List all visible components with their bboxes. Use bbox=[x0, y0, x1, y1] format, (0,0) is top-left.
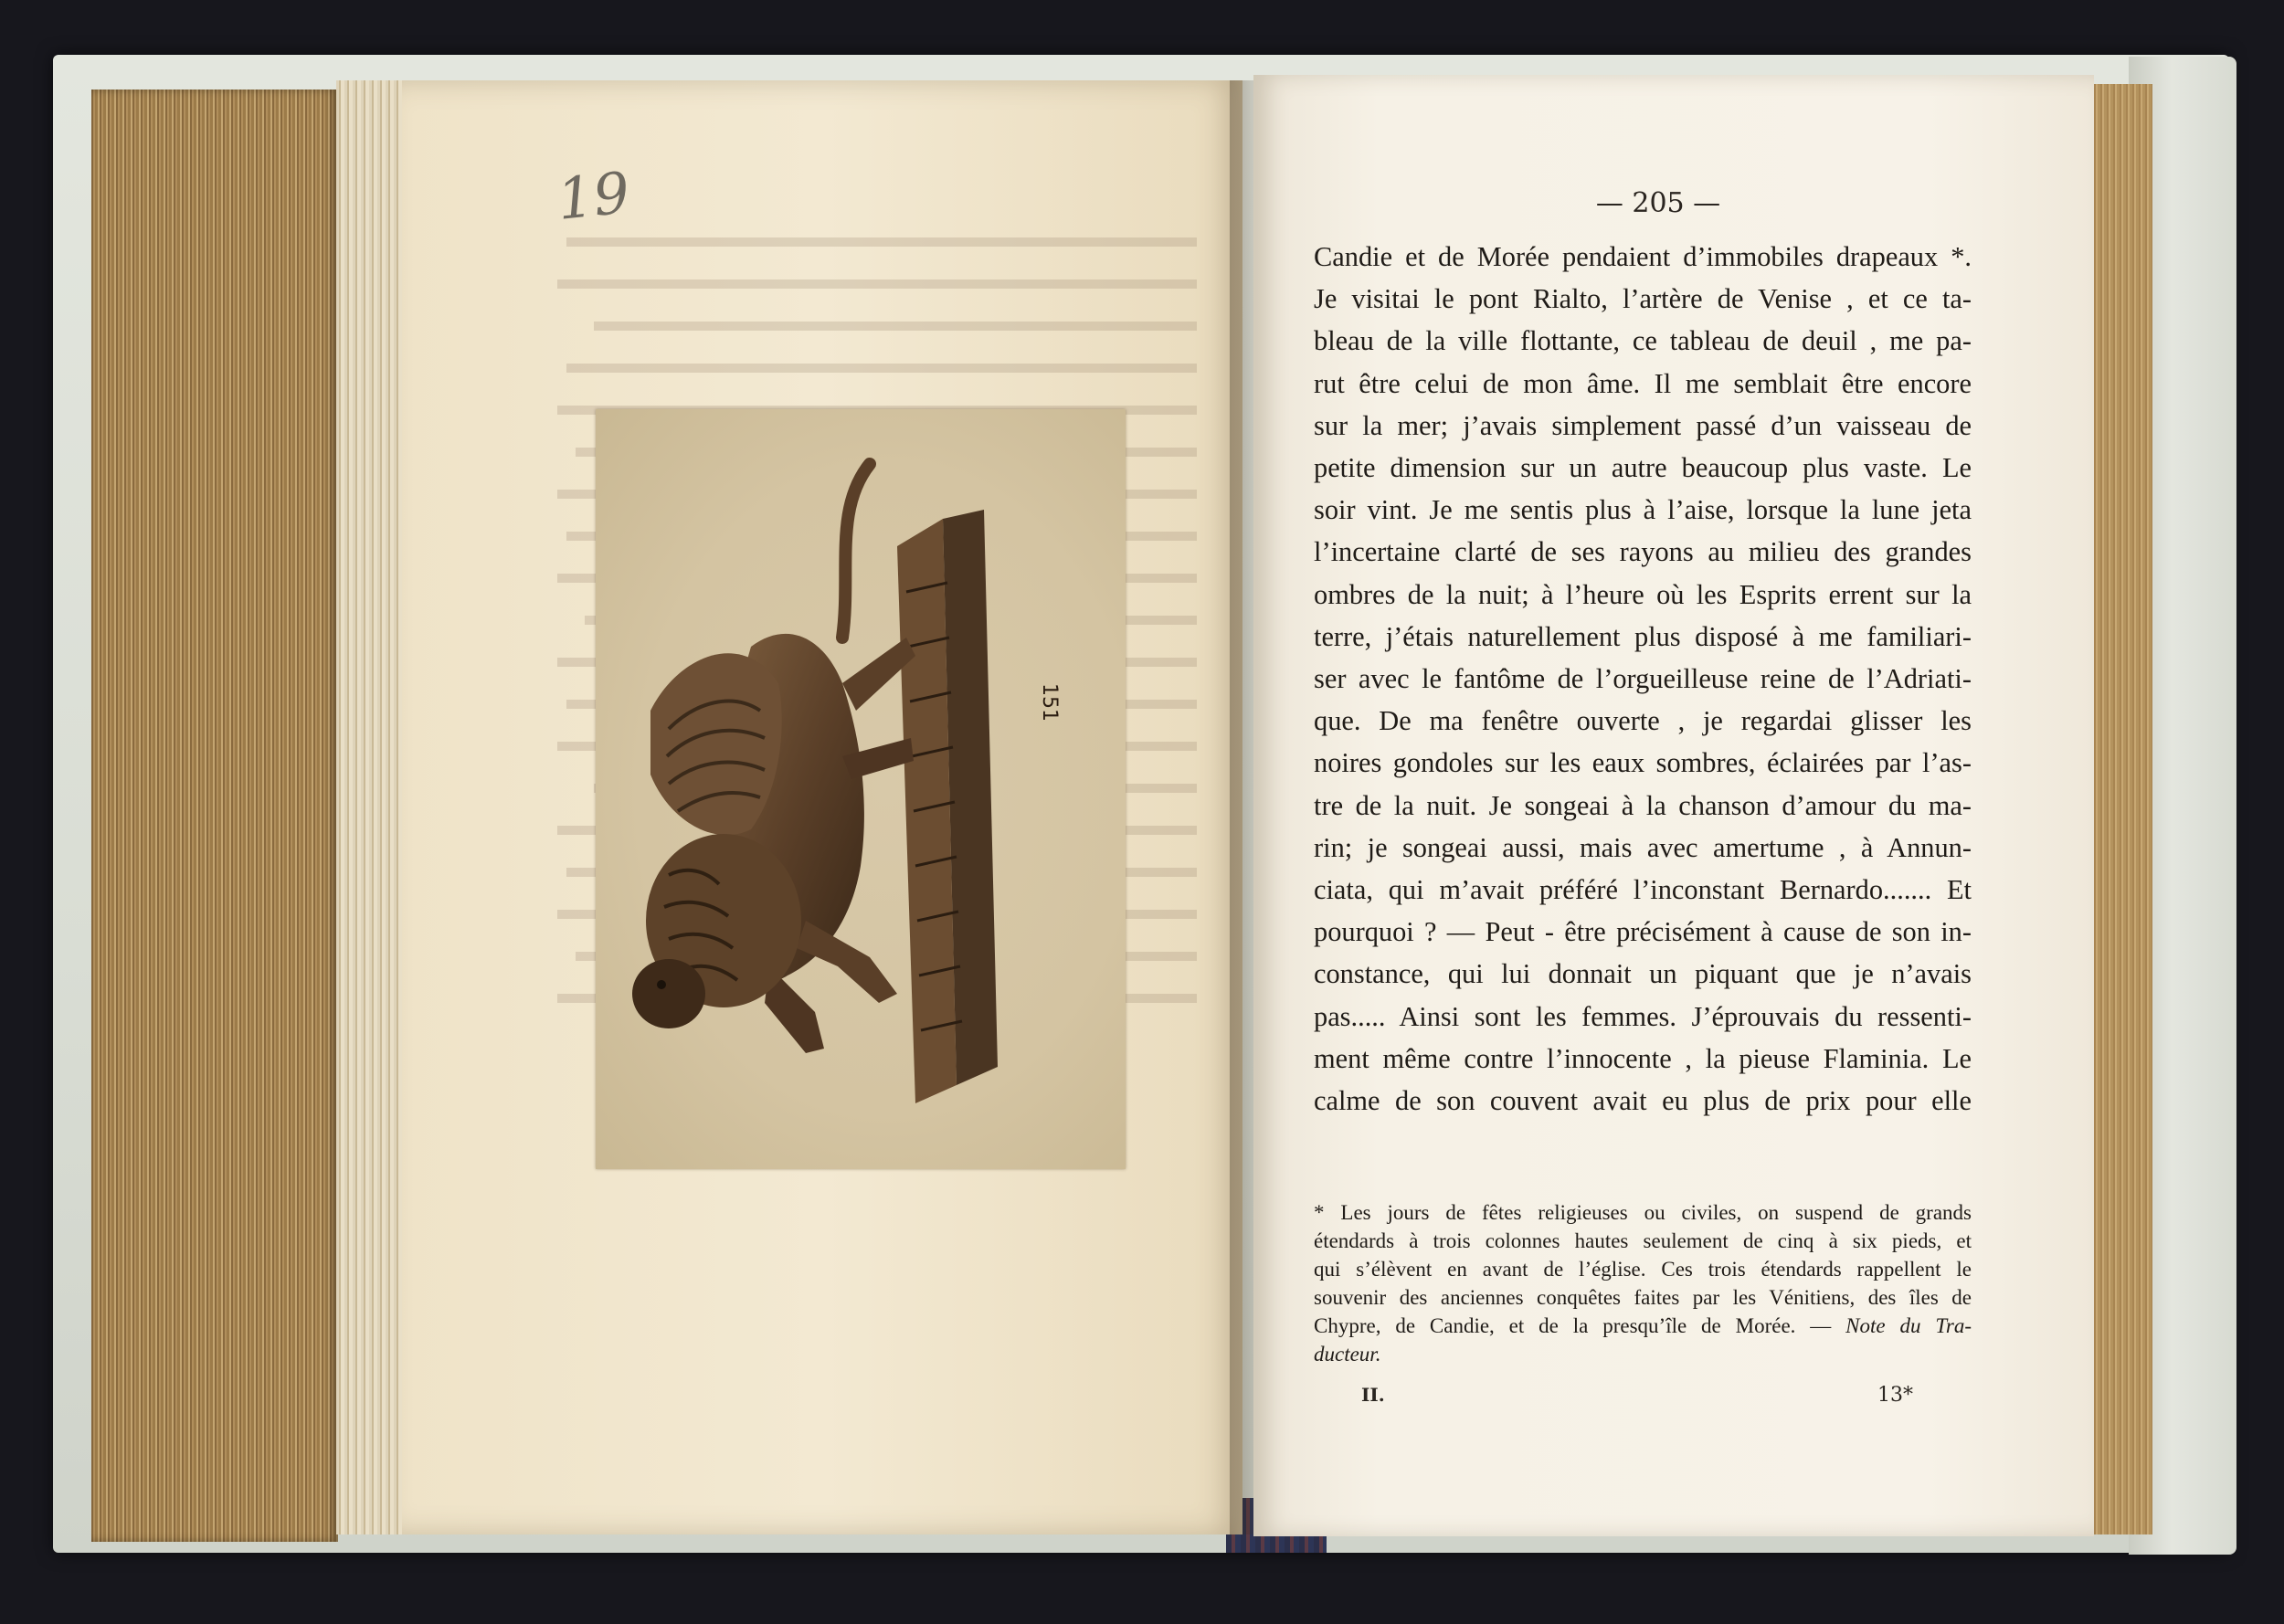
text-line: ombres de la nuit; à l’heure où les Esprits errent sur la bbox=[1314, 578, 1972, 610]
text-line: calme de son couvent avait eu plus de prix pour elle bbox=[1314, 1085, 1972, 1117]
text-line: Candie et de Morée pendaient d’immobiles drapeaux *. bbox=[1314, 241, 1972, 272]
text-line: que. De ma fenêtre ouverte , je regardai glisser les bbox=[1314, 705, 1972, 737]
text-line: l’incertaine clarté de ses rayons au milieu des grandes bbox=[1314, 536, 1972, 568]
text-line: bleau de la ville flottante, ce tableau de deuil , me pa- bbox=[1314, 325, 1972, 357]
text-line: Je visitai le pont Rialto, l’artère de Venise , et ce ta- bbox=[1314, 283, 1972, 315]
page-block-left bbox=[91, 90, 338, 1542]
text-line: noires gondoles sur les eaux sombres, éclairées par l’as- bbox=[1314, 747, 1972, 779]
page-edges-left bbox=[336, 80, 404, 1534]
text-line: constance, qui lui donnait un piquant que je n’avais bbox=[1314, 958, 1972, 990]
text-line: rin; je songeai aussi, mais avec amertume , à Annun- bbox=[1314, 831, 1972, 863]
body-text bbox=[1314, 236, 1972, 1122]
signature-mark: II. bbox=[1361, 1384, 1385, 1406]
sheet-mark: 13* bbox=[1877, 1384, 1913, 1407]
footnote bbox=[1314, 1198, 1972, 1368]
footnote-line: souvenir des anciennes conquêtes faites par les Vénitiens, des îles de bbox=[1314, 1286, 1972, 1309]
text-line: pas..... Ainsi sont les femmes. J’éprouvais du ressenti- bbox=[1314, 1000, 1972, 1032]
text-line: ciata, qui m’avait préféré l’inconstant Bernardo....... Et bbox=[1314, 874, 1972, 906]
text-line: ment même contre l’innocente , la pieuse Flaminia. Le bbox=[1314, 1042, 1972, 1074]
stone-book bbox=[897, 510, 998, 1103]
text-line: tre de la nuit. Je songeai à la chanson d’amour du ma- bbox=[1314, 789, 1972, 821]
footnote-line: étendards à trois colonnes hautes seulement de cinq à six pieds, et bbox=[1314, 1229, 1972, 1252]
footnote-line-text: Chypre, de Candie, et de la presqu’île de Morée. — bbox=[1314, 1314, 1832, 1337]
footnote-line bbox=[1314, 1340, 1972, 1368]
footnote-line bbox=[1314, 1312, 1972, 1340]
page-number: — 205 — bbox=[1595, 187, 1721, 219]
page-block-right bbox=[2094, 84, 2152, 1534]
lion-wing bbox=[650, 653, 782, 835]
text-line: ser avec le fantôme de l’orgueilleuse reine de l’Adriati- bbox=[1314, 663, 1972, 695]
text-line: soir vint. Je me sentis plus à l’aise, lorsque la lune jeta bbox=[1314, 494, 1972, 526]
text-line: rut être celui de mon âme. Il me semblait être encore bbox=[1314, 367, 1972, 399]
svg-text:151: 151 bbox=[1038, 683, 1061, 722]
winged-lion-photograph bbox=[596, 409, 1126, 1169]
footnote-line: qui s’élèvent en avant de l’église. Ces trois étendards rappellent le bbox=[1314, 1258, 1972, 1281]
footnote-note-attribution-end: ducteur. bbox=[1314, 1343, 1381, 1366]
text-line: terre, j’étais naturellement plus disposé à me familiari- bbox=[1314, 620, 1972, 652]
footnote-note-attribution: Note du Tra- bbox=[1845, 1314, 1972, 1337]
handwritten-plate-number: 19 bbox=[554, 159, 633, 233]
text-line: pourquoi ? — Peut - être précisément à cause de son in- bbox=[1314, 916, 1972, 948]
text-line: petite dimension sur un autre beaucoup plus vaste. Le bbox=[1314, 452, 1972, 484]
text-line: sur la mer; j’avais simplement passé d’un vaisseau de bbox=[1314, 409, 1972, 441]
footnote-line: * Les jours de fêtes religieuses ou civiles, on suspend de grands bbox=[1314, 1201, 1972, 1224]
